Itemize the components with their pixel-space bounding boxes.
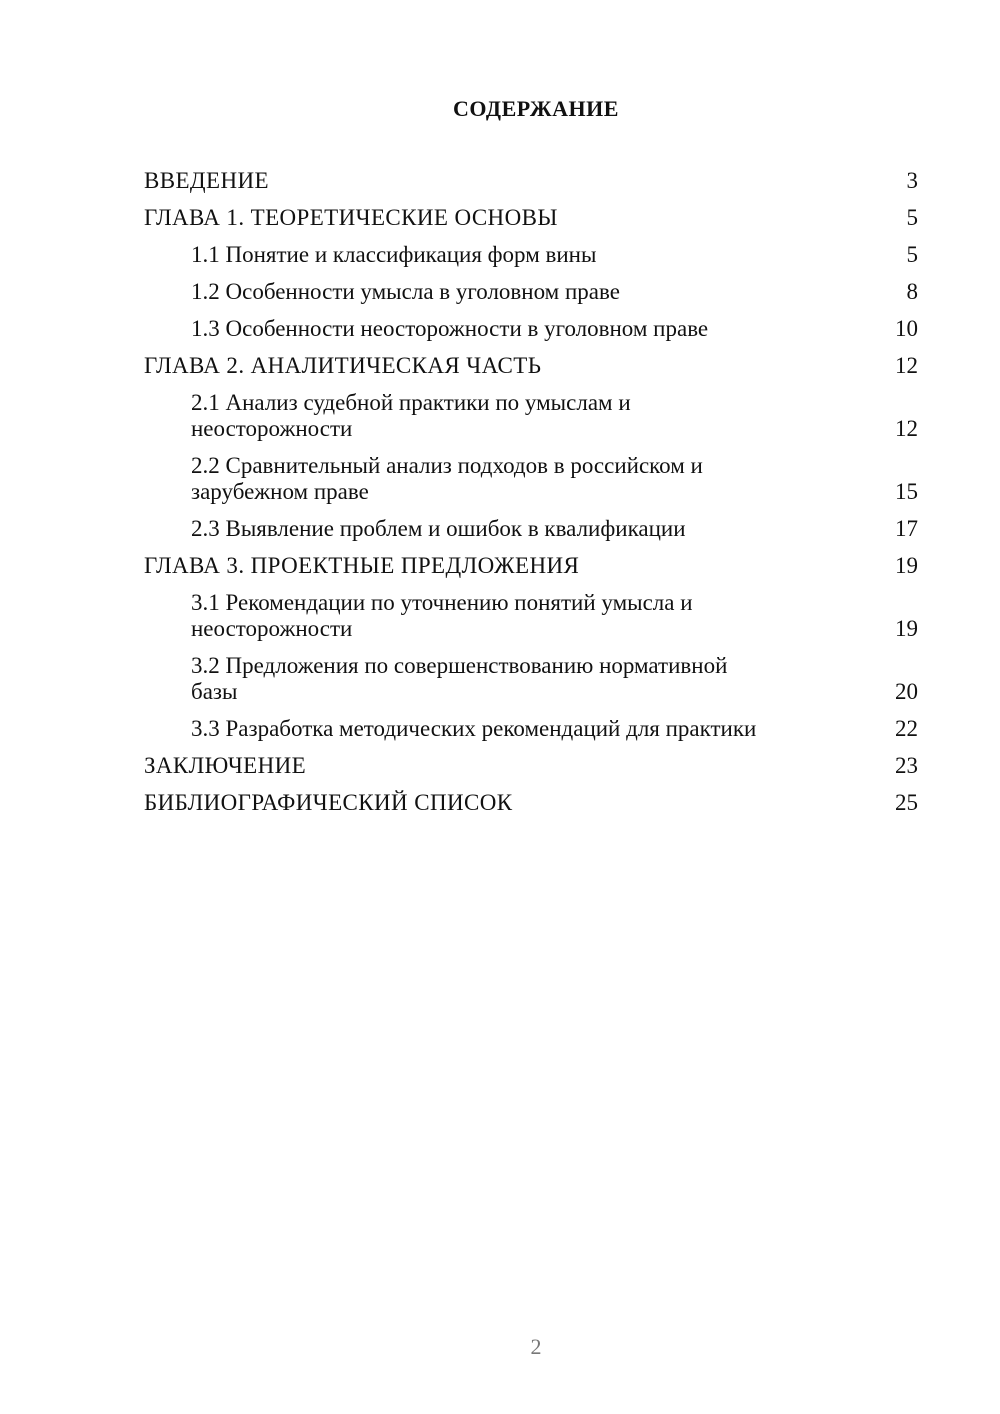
toc-entry-label: 3.3 Разработка методических рекомендаций для практики [191,716,757,741]
toc-entry-label: 2.2 Сравнительный анализ подходов в российском и зарубежном праве [191,453,703,504]
toc-entry-section-1-1 [144,242,918,268]
toc-entry-page: 12 [895,353,918,378]
toc-entry-section-3-3 [144,716,918,742]
toc-entry-label: 1.3 Особенности неосторожности в уголовном праве [191,316,709,341]
toc-entry-label: 2.1 Анализ судебной практики по умыслам и неосторожности [191,390,631,441]
toc-entry-page: 22 [895,716,918,741]
toc-entry-section-2-1 [144,390,918,442]
toc-entry-label: ГЛАВА 2. АНАЛИТИЧЕСКАЯ ЧАСТЬ [144,353,542,378]
toc-entry-section-1-3 [144,316,918,342]
toc-entry-page: 10 [895,316,918,341]
toc-entry-section-2-2 [144,453,918,505]
toc-entry-page: 19 [895,553,918,578]
table-of-contents [144,168,918,827]
toc-entry-chapter-2 [144,353,918,379]
toc-entry-label: 1.2 Особенности умысла в уголовном праве [191,279,620,304]
toc-entry-page: 17 [895,516,918,541]
toc-entry-page: 3 [906,168,918,193]
toc-entry-page: 8 [906,279,918,304]
toc-entry-page: 25 [895,790,918,815]
toc-entry-label: 2.3 Выявление проблем и ошибок в квалификации [191,516,686,541]
toc-entry-bibliography [144,790,918,816]
toc-entry-page: 12 [895,416,918,441]
toc-entry-label: ГЛАВА 1. ТЕОРЕТИЧЕСКИЕ ОСНОВЫ [144,205,558,230]
toc-entry-introduction [144,168,918,194]
toc-entry-label: 1.1 Понятие и классификация форм вины [191,242,597,267]
toc-entry-section-2-3 [144,516,918,542]
toc-entry-section-3-1 [144,590,918,642]
page-number: 2 [530,1334,542,1359]
toc-entry-label: ВВЕДЕНИЕ [144,168,269,193]
toc-entry-chapter-3 [144,553,918,579]
toc-entry-chapter-1 [144,205,918,231]
toc-entry-page: 19 [895,616,918,641]
toc-entry-page: 20 [895,679,918,704]
toc-entry-label: ЗАКЛЮЧЕНИЕ [144,753,307,778]
page-title: СОДЕРЖАНИЕ [453,96,619,121]
toc-entry-page: 5 [906,205,918,230]
toc-entry-page: 23 [895,753,918,778]
toc-entry-label: 3.2 Предложения по совершенствованию нормативной базы [191,653,728,704]
toc-entry-page: 5 [906,242,918,267]
toc-entry-label: ГЛАВА 3. ПРОЕКТНЫЕ ПРЕДЛОЖЕНИЯ [144,553,580,578]
toc-entry-page: 15 [895,479,918,504]
toc-entry-section-3-2 [144,653,918,705]
toc-entry-label: 3.1 Рекомендации по уточнению понятий умысла и неосторожности [191,590,693,641]
toc-entry-conclusion [144,753,918,779]
toc-entry-section-1-2 [144,279,918,305]
toc-entry-label: БИБЛИОГРАФИЧЕСКИЙ СПИСОК [144,790,513,815]
